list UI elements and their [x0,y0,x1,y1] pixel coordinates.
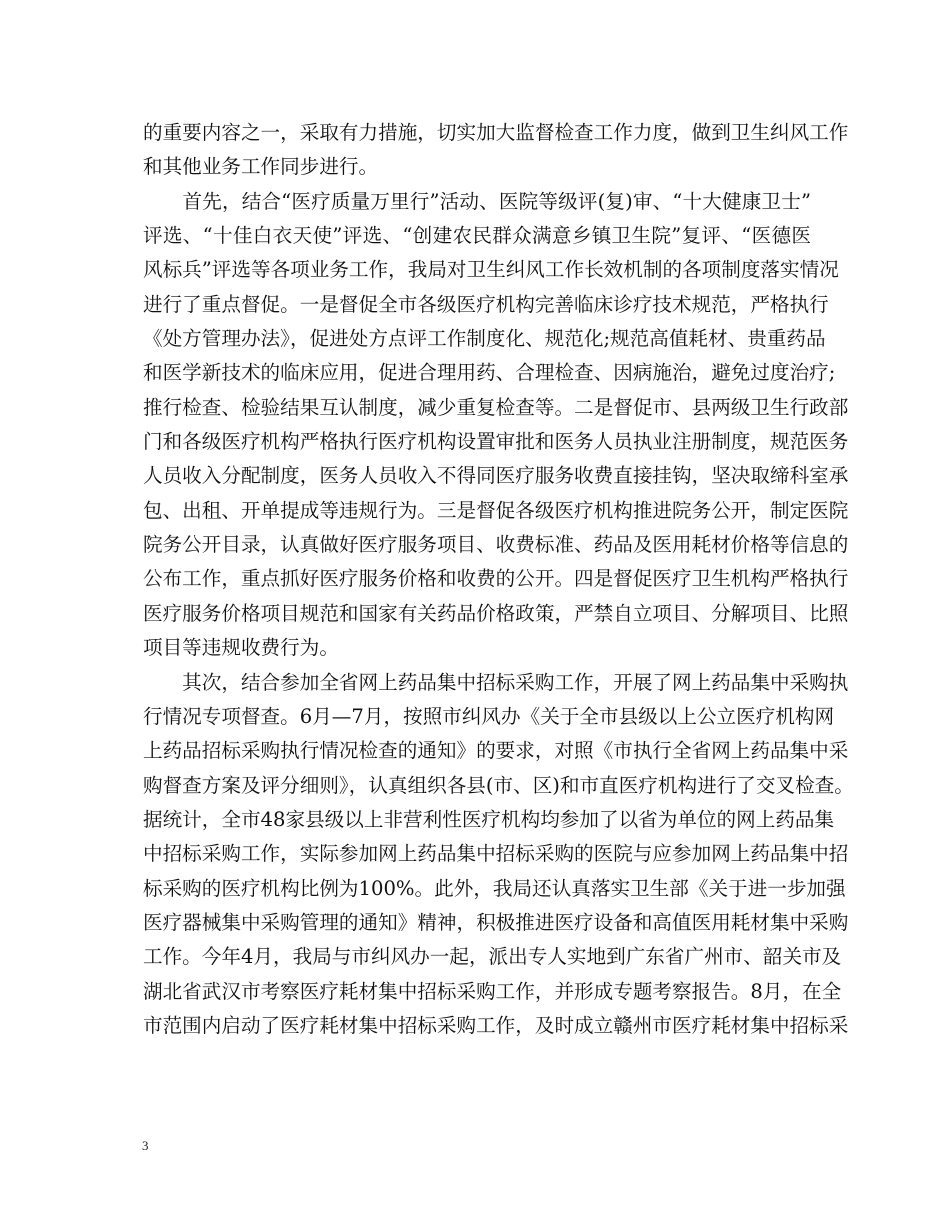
text-line: 项目等违规收费行为。 [143,636,339,660]
text-line: 和医学新技术的临床应用，促进合理用药、合理检查、因病施治，避免过度治疗; [143,361,836,385]
text-line: 行情况专项督查。6月—7月，按照市纠风办《关于全市县级以上公立医疗机构网 [143,704,835,728]
text-line: 的重要内容之一，采取有力措施，切实加大监督检查工作力度，做到卫生纠风工作 [143,121,849,144]
text-line: 上药品招标采购执行情况检查的通知》的要求，对照《市执行全省网上药品集中采 [143,739,849,763]
text-line: 工作。今年4月，我局与市纠风办一起，派出专人实地到广东省广州市、韶关市及 [143,945,842,969]
text-line: 医疗器械集中采购管理的通知》精神，积极推进医疗设备和高值医用耗材集中采购 [143,910,849,934]
text-line: 院务公开目录，认真做好医疗服务项目、收费标准、药品及医用耗材价格等信息的 [143,533,849,557]
body-text [143,116,854,1043]
text-line: 首先，结合“医疗质量万里行”活动、医院等级评(复)审、“十大健康卫士” [143,189,811,213]
text-line: 湖北省武汉市考察医疗耗材集中招标采购工作，并形成专题考察报告。8月，在全 [143,979,842,1003]
text-line: 《处方管理办法》，促进处方点评工作制度化、规范化;规范高值耗材、贵重药品 [143,327,826,351]
text-line: 进行了重点督促。一是督促全市各级医疗机构完善临床诊疗技术规范，严格执行 [143,292,829,316]
text-line: 风标兵”评选等各项业务工作，我局对卫生纠风工作长效机制的各项制度落实情况 [143,258,839,282]
text-line: 据统计，全市48家县级以上非营利性医疗机构均参加了以省为单位的网上药品集 [143,807,835,831]
page-number: 3 [142,1138,149,1153]
text-line: 市范围内启动了医疗耗材集中招标采购工作，及时成立赣州市医疗耗材集中招标采 [143,1013,849,1037]
text-line: 其次，结合参加全省网上药品集中招标采购工作，开展了网上药品集中采购执 [143,670,849,694]
text-line: 购督查方案及评分细则》，认真组织各县(市、区)和市直医疗机构进行了交叉检查。 [143,773,854,797]
text-line: 中招标采购工作，实际参加网上药品集中招标采购的医院与应参加网上药品集中招 [143,842,849,866]
text-line: 人员收入分配制度，医务人员收入不得同医疗服务收费直接挂钩，坚决取缔科室承 [143,464,849,488]
text-line: 公布工作，重点抓好医疗服务价格和收费的公开。四是督促医疗卫生机构严格执行 [143,567,849,591]
text-line: 推行检查、检验结果互认制度，减少重复检查等。二是督促市、县两级卫生行政部 [143,395,849,419]
text-line: 包、出租、开单提成等违规行为。三是督促各级医疗机构推进院务公开，制定医院 [143,498,849,522]
text-line: 门和各级医疗机构严格执行医疗机构设置审批和医务人员执业注册制度，规范医务 [143,430,849,454]
text-line: 评选、“十佳白衣天使”评选、“创建农民群众满意乡镇卫生院”复评、“医德医 [143,224,811,248]
text-line: 医疗服务价格项目规范和国家有关药品价格政策，严禁自立项目、分解项目、比照 [143,601,849,625]
text-line: 和其他业务工作同步进行。 [143,155,379,179]
text-line: 标采购的医疗机构比例为100%。此外，我局还认真落实卫生部《关于进一步加强 [143,876,846,900]
